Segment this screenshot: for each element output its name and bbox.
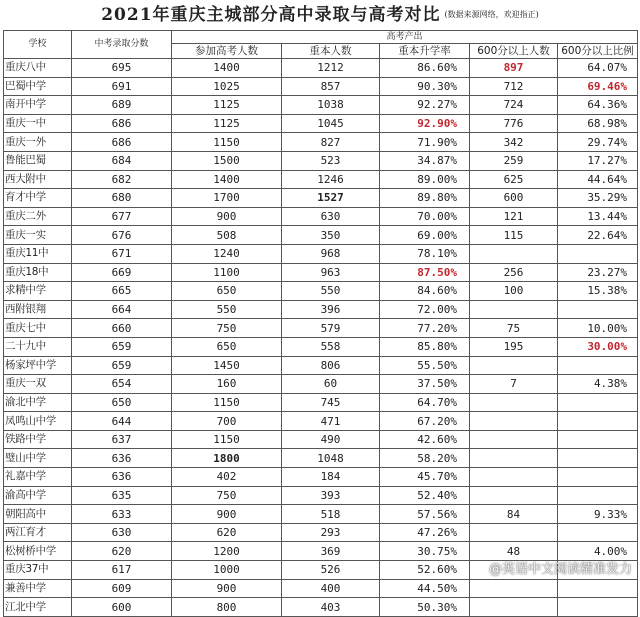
table-row [4, 59, 638, 78]
cell-participants: 1150 [172, 393, 282, 412]
cell-benke: 806 [282, 356, 380, 375]
cell-a600: 776 [470, 114, 558, 133]
header-gaokao-group: 高考产出 [172, 31, 638, 44]
cell-a600rate [558, 412, 638, 431]
cell-rate: 86.60% [380, 59, 470, 78]
table-row [4, 579, 638, 598]
cell-a600 [470, 561, 558, 580]
cell-a600: 712 [470, 77, 558, 96]
cell-rate: 78.10% [380, 244, 470, 263]
cell-score: 617 [72, 561, 172, 580]
cell-participants: 750 [172, 319, 282, 338]
cell-benke: 1527 [282, 189, 380, 208]
table-row [4, 356, 638, 375]
cell-benke: 393 [282, 486, 380, 505]
cell-participants: 402 [172, 468, 282, 487]
cell-school: 二十九中 [4, 337, 72, 356]
cell-a600 [470, 449, 558, 468]
cell-a600: 256 [470, 263, 558, 282]
header-benke: 重本人数 [282, 44, 380, 59]
cell-a600rate: 10.00% [558, 319, 638, 338]
cell-benke: 1048 [282, 449, 380, 468]
cell-score: 665 [72, 282, 172, 301]
cell-score: 691 [72, 77, 172, 96]
cell-school: 渝北中学 [4, 393, 72, 412]
cell-benke: 471 [282, 412, 380, 431]
cell-a600 [470, 356, 558, 375]
cell-a600 [470, 300, 558, 319]
cell-score: 650 [72, 393, 172, 412]
cell-school: 西大附中 [4, 170, 72, 189]
cell-rate: 30.75% [380, 542, 470, 561]
cell-a600rate: 69.46% [558, 77, 638, 96]
cell-participants: 900 [172, 505, 282, 524]
title-note: (数据来源网络，欢迎指正) [444, 10, 539, 19]
cell-a600rate: 35.29% [558, 189, 638, 208]
cell-a600: 84 [470, 505, 558, 524]
cell-rate: 42.60% [380, 430, 470, 449]
cell-participants: 160 [172, 375, 282, 394]
header-above600-rate: 600分以上比例 [558, 44, 638, 59]
header-participants: 参加高考人数 [172, 44, 282, 59]
cell-rate: 44.50% [380, 579, 470, 598]
cell-school: 重庆11中 [4, 244, 72, 263]
cell-rate: 89.00% [380, 170, 470, 189]
cell-rate: 87.50% [380, 263, 470, 282]
table-row [4, 393, 638, 412]
cell-a600rate [558, 393, 638, 412]
cell-rate: 50.30% [380, 598, 470, 617]
cell-benke: 558 [282, 337, 380, 356]
cell-rate: 92.27% [380, 96, 470, 115]
cell-participants: 1150 [172, 133, 282, 152]
cell-benke: 745 [282, 393, 380, 412]
table-row [4, 561, 638, 580]
cell-rate: 77.20% [380, 319, 470, 338]
cell-a600rate [558, 561, 638, 580]
table-row [4, 300, 638, 319]
cell-rate: 52.60% [380, 561, 470, 580]
cell-score: 677 [72, 207, 172, 226]
cell-benke: 526 [282, 561, 380, 580]
cell-school: 礼嘉中学 [4, 468, 72, 487]
cell-a600rate: 64.36% [558, 96, 638, 115]
cell-participants: 1100 [172, 263, 282, 282]
cell-a600rate: 44.64% [558, 170, 638, 189]
cell-benke: 60 [282, 375, 380, 394]
cell-score: 686 [72, 133, 172, 152]
cell-school: 两江育才 [4, 523, 72, 542]
cell-rate: 72.00% [380, 300, 470, 319]
table-row [4, 114, 638, 133]
cell-benke: 490 [282, 430, 380, 449]
cell-score: 635 [72, 486, 172, 505]
cell-participants: 650 [172, 337, 282, 356]
cell-rate: 90.30% [380, 77, 470, 96]
cell-a600rate [558, 468, 638, 487]
cell-benke: 579 [282, 319, 380, 338]
cell-a600rate [558, 449, 638, 468]
cell-benke: 827 [282, 133, 380, 152]
cell-rate: 34.87% [380, 151, 470, 170]
cell-score: 620 [72, 542, 172, 561]
cell-benke: 550 [282, 282, 380, 301]
table-row [4, 523, 638, 542]
cell-score: 630 [72, 523, 172, 542]
table-row [4, 226, 638, 245]
cell-a600rate: 13.44% [558, 207, 638, 226]
cell-school: 西附银翔 [4, 300, 72, 319]
cell-participants: 900 [172, 579, 282, 598]
cell-rate: 69.00% [380, 226, 470, 245]
cell-participants: 1150 [172, 430, 282, 449]
cell-benke: 857 [282, 77, 380, 96]
cell-participants: 550 [172, 300, 282, 319]
table-row [4, 468, 638, 487]
page-title [0, 0, 640, 30]
table-row [4, 77, 638, 96]
cell-score: 644 [72, 412, 172, 431]
cell-school: 凤鸣山中学 [4, 412, 72, 431]
cell-benke: 403 [282, 598, 380, 617]
header-above600: 600分以上人数 [470, 44, 558, 59]
cell-benke: 350 [282, 226, 380, 245]
cell-a600: 7 [470, 375, 558, 394]
cell-score: 686 [72, 114, 172, 133]
title-text: 2021年重庆主城部分高中录取与高考对比 [101, 5, 441, 25]
cell-rate: 71.90% [380, 133, 470, 152]
cell-school: 育才中学 [4, 189, 72, 208]
cell-school: 重庆一中 [4, 114, 72, 133]
cell-school: 璧山中学 [4, 449, 72, 468]
cell-score: 669 [72, 263, 172, 282]
cell-benke: 1246 [282, 170, 380, 189]
cell-school: 重庆一双 [4, 375, 72, 394]
cell-a600rate: 29.74% [558, 133, 638, 152]
cell-benke: 630 [282, 207, 380, 226]
cell-participants: 1800 [172, 449, 282, 468]
cell-participants: 1500 [172, 151, 282, 170]
table-row [4, 263, 638, 282]
cell-rate: 92.90% [380, 114, 470, 133]
cell-score: 671 [72, 244, 172, 263]
cell-a600 [470, 579, 558, 598]
cell-score: 654 [72, 375, 172, 394]
table-row [4, 282, 638, 301]
cell-benke: 523 [282, 151, 380, 170]
cell-a600: 121 [470, 207, 558, 226]
cell-rate: 57.56% [380, 505, 470, 524]
cell-a600 [470, 468, 558, 487]
table-row [4, 542, 638, 561]
cell-school: 朝阳高中 [4, 505, 72, 524]
cell-school: 重庆18中 [4, 263, 72, 282]
cell-score: 633 [72, 505, 172, 524]
table-row [4, 412, 638, 431]
comparison-table [3, 30, 638, 617]
cell-participants: 620 [172, 523, 282, 542]
header-school: 学校 [4, 31, 72, 59]
cell-score: 637 [72, 430, 172, 449]
cell-a600: 100 [470, 282, 558, 301]
table-row [4, 151, 638, 170]
cell-rate: 84.60% [380, 282, 470, 301]
cell-rate: 47.26% [380, 523, 470, 542]
cell-a600rate [558, 300, 638, 319]
cell-a600rate [558, 523, 638, 542]
cell-a600rate [558, 430, 638, 449]
table-body [4, 59, 638, 617]
cell-participants: 700 [172, 412, 282, 431]
table-row [4, 207, 638, 226]
cell-score: 676 [72, 226, 172, 245]
cell-score: 664 [72, 300, 172, 319]
table-row [4, 449, 638, 468]
cell-a600: 195 [470, 337, 558, 356]
cell-benke: 1045 [282, 114, 380, 133]
table-row [4, 505, 638, 524]
cell-a600rate: 68.98% [558, 114, 638, 133]
cell-a600: 897 [470, 59, 558, 78]
cell-a600rate: 15.38% [558, 282, 638, 301]
cell-rate: 55.50% [380, 356, 470, 375]
table-row [4, 96, 638, 115]
cell-school: 兼善中学 [4, 579, 72, 598]
cell-benke: 963 [282, 263, 380, 282]
cell-a600rate [558, 356, 638, 375]
cell-a600rate: 22.64% [558, 226, 638, 245]
cell-school: 松树桥中学 [4, 542, 72, 561]
cell-score: 680 [72, 189, 172, 208]
table-row [4, 189, 638, 208]
cell-school: 重庆一外 [4, 133, 72, 152]
table-row [4, 319, 638, 338]
cell-a600 [470, 598, 558, 617]
cell-benke: 518 [282, 505, 380, 524]
cell-benke: 968 [282, 244, 380, 263]
cell-rate: 52.40% [380, 486, 470, 505]
cell-participants: 1450 [172, 356, 282, 375]
cell-a600rate: 64.07% [558, 59, 638, 78]
cell-a600rate [558, 486, 638, 505]
cell-a600rate: 4.38% [558, 375, 638, 394]
cell-participants: 1125 [172, 114, 282, 133]
cell-school: 重庆一实 [4, 226, 72, 245]
cell-a600: 724 [470, 96, 558, 115]
cell-a600rate: 30.00% [558, 337, 638, 356]
cell-a600: 259 [470, 151, 558, 170]
cell-participants: 1200 [172, 542, 282, 561]
cell-a600 [470, 486, 558, 505]
table-row [4, 244, 638, 263]
cell-rate: 85.80% [380, 337, 470, 356]
cell-a600rate [558, 244, 638, 263]
cell-participants: 1240 [172, 244, 282, 263]
cell-participants: 750 [172, 486, 282, 505]
cell-score: 659 [72, 356, 172, 375]
cell-participants: 900 [172, 207, 282, 226]
cell-benke: 1212 [282, 59, 380, 78]
cell-a600: 625 [470, 170, 558, 189]
cell-rate: 70.00% [380, 207, 470, 226]
cell-a600 [470, 244, 558, 263]
cell-a600: 600 [470, 189, 558, 208]
cell-score: 636 [72, 468, 172, 487]
cell-a600rate [558, 598, 638, 617]
cell-a600 [470, 412, 558, 431]
cell-school: 重庆37中 [4, 561, 72, 580]
cell-rate: 45.70% [380, 468, 470, 487]
table-row [4, 598, 638, 617]
cell-benke: 369 [282, 542, 380, 561]
cell-school: 重庆八中 [4, 59, 72, 78]
cell-a600rate: 17.27% [558, 151, 638, 170]
header-score: 中考录取分数 [72, 31, 172, 59]
cell-a600 [470, 430, 558, 449]
cell-a600: 342 [470, 133, 558, 152]
cell-school: 杨家坪中学 [4, 356, 72, 375]
cell-participants: 800 [172, 598, 282, 617]
cell-a600rate: 23.27% [558, 263, 638, 282]
table-row [4, 170, 638, 189]
cell-benke: 396 [282, 300, 380, 319]
cell-a600rate: 9.33% [558, 505, 638, 524]
cell-rate: 67.20% [380, 412, 470, 431]
cell-score: 600 [72, 598, 172, 617]
cell-a600rate: 4.00% [558, 542, 638, 561]
cell-rate: 64.70% [380, 393, 470, 412]
cell-benke: 184 [282, 468, 380, 487]
cell-rate: 89.80% [380, 189, 470, 208]
cell-participants: 1700 [172, 189, 282, 208]
cell-benke: 293 [282, 523, 380, 542]
cell-benke: 400 [282, 579, 380, 598]
table-row [4, 375, 638, 394]
cell-participants: 1125 [172, 96, 282, 115]
cell-a600: 75 [470, 319, 558, 338]
cell-a600: 115 [470, 226, 558, 245]
cell-participants: 650 [172, 282, 282, 301]
cell-score: 684 [72, 151, 172, 170]
cell-participants: 1025 [172, 77, 282, 96]
cell-participants: 1000 [172, 561, 282, 580]
cell-rate: 58.20% [380, 449, 470, 468]
table-row [4, 337, 638, 356]
cell-rate: 37.50% [380, 375, 470, 394]
cell-participants: 1400 [172, 170, 282, 189]
cell-school: 重庆七中 [4, 319, 72, 338]
cell-school: 重庆二外 [4, 207, 72, 226]
cell-score: 689 [72, 96, 172, 115]
table-row [4, 430, 638, 449]
cell-school: 南开中学 [4, 96, 72, 115]
cell-participants: 1400 [172, 59, 282, 78]
cell-school: 江北中学 [4, 598, 72, 617]
cell-score: 682 [72, 170, 172, 189]
cell-school: 巴蜀中学 [4, 77, 72, 96]
cell-school: 渝高中学 [4, 486, 72, 505]
cell-school: 铁路中学 [4, 430, 72, 449]
cell-school: 鲁能巴蜀 [4, 151, 72, 170]
cell-score: 660 [72, 319, 172, 338]
watermark: @英语中文阅读精准发力 [488, 562, 632, 577]
header-benke-rate: 重本升学率 [380, 44, 470, 59]
cell-score: 695 [72, 59, 172, 78]
table-row [4, 486, 638, 505]
cell-a600 [470, 523, 558, 542]
table-row [4, 133, 638, 152]
cell-score: 659 [72, 337, 172, 356]
cell-score: 609 [72, 579, 172, 598]
cell-a600 [470, 393, 558, 412]
cell-score: 636 [72, 449, 172, 468]
cell-participants: 508 [172, 226, 282, 245]
cell-a600rate [558, 579, 638, 598]
cell-benke: 1038 [282, 96, 380, 115]
cell-a600: 48 [470, 542, 558, 561]
cell-school: 求精中学 [4, 282, 72, 301]
